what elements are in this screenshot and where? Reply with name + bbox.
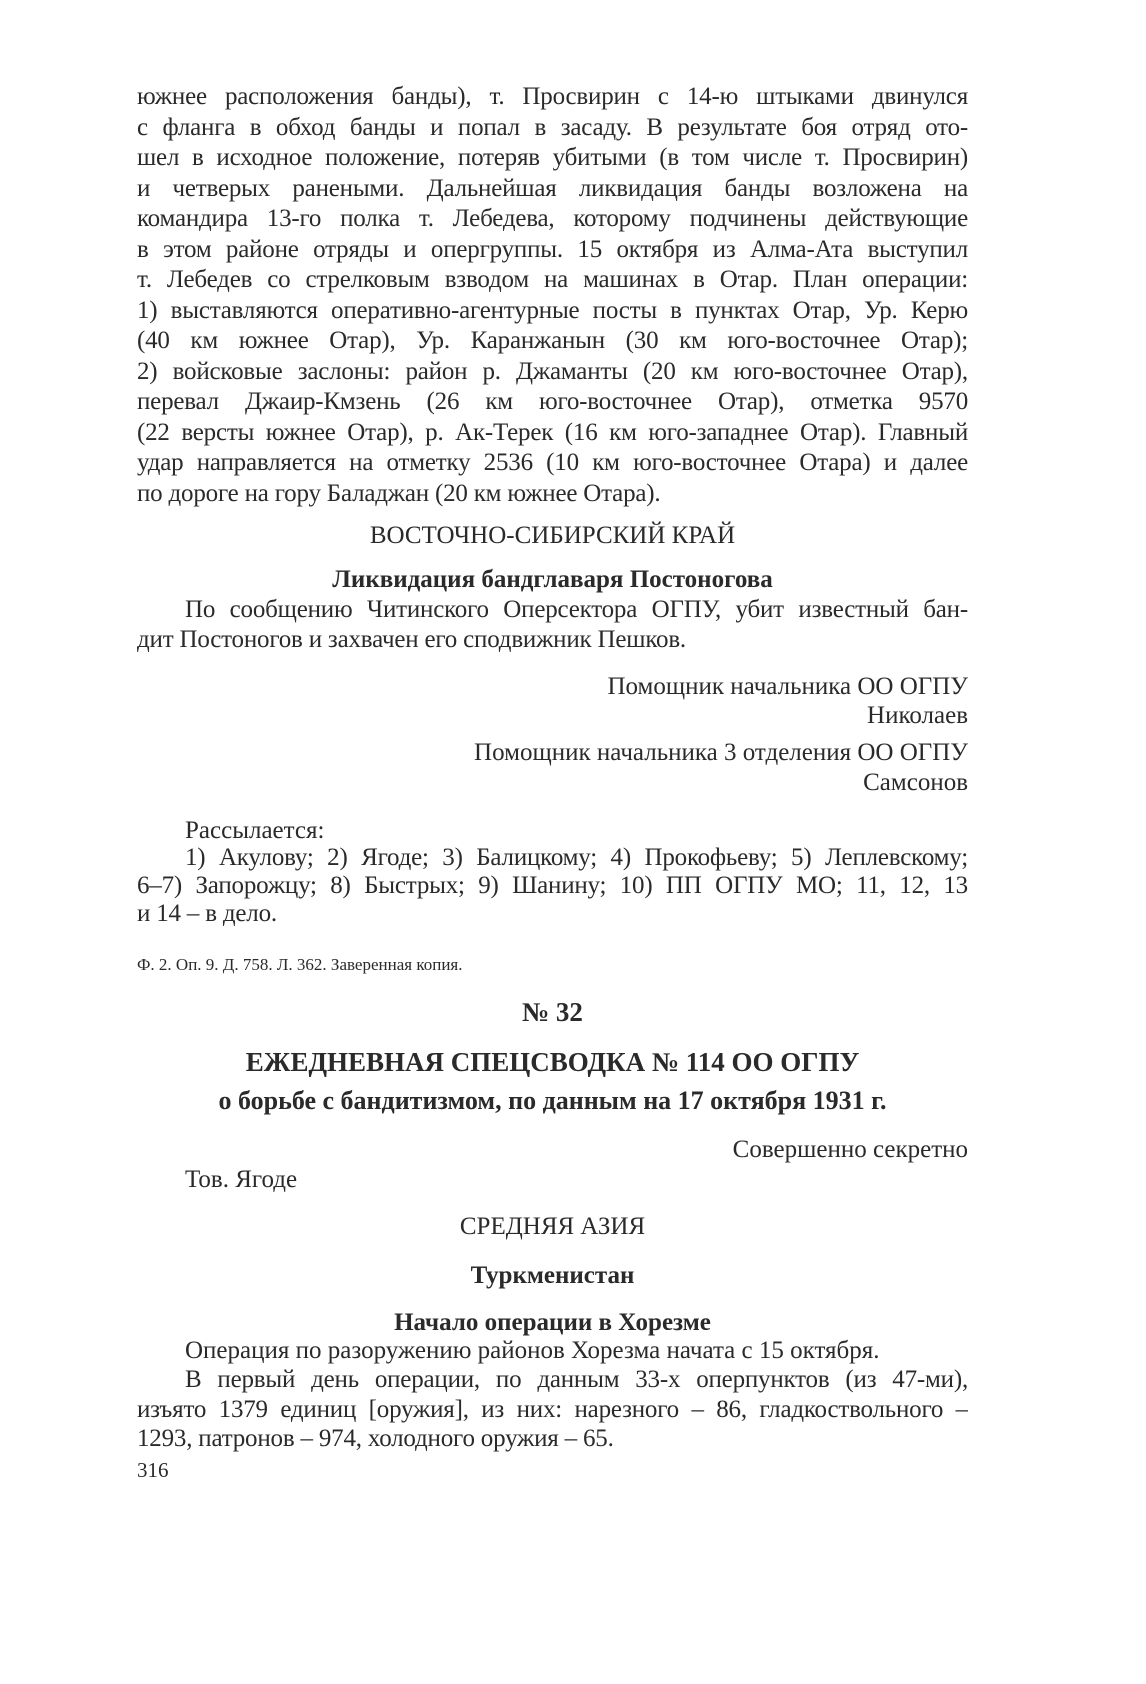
region-heading: СРЕДНЯЯ АЗИЯ xyxy=(459,1213,646,1240)
addressee: Тов. Ягоде xyxy=(185,1166,298,1193)
text-line: (22 версты южнее Отар), р. Ак-Терек (16 км юго-западнее Отар). Главный xyxy=(137,419,968,446)
text-line: с фланга в обход банды и попал в засаду. В результате боя отряд ото- xyxy=(137,114,968,141)
section-heading: Начало операции в Хорезме xyxy=(394,1309,711,1336)
region-heading: ВОСТОЧНО-СИБИРСКИЙ КРАЙ xyxy=(369,522,736,549)
text-line: в этом районе отряды и опергруппы. 15 октября из Алма-Ата выступил xyxy=(137,236,968,263)
text-line: Операция по разоружению районов Хорезма начата с 15 октября. xyxy=(185,1337,880,1364)
distribution-line: 6–7) Запорожцу; 8) Быстрых; 9) Шанину; 10) ПП ОГПУ МО; 11, 12, 13 xyxy=(137,872,968,899)
page-number: 316 xyxy=(137,1458,169,1482)
text-line: 2) войсковые заслоны: район р. Джаманты (20 км юго-восточнее Отар), xyxy=(137,358,968,385)
text-line: командира 13-го полка т. Лебедева, которому подчинены действующие xyxy=(137,205,968,232)
text-line: В первый день операции, по данным 33-х оперпунктов (из 47-ми), xyxy=(185,1366,968,1393)
text-line: перевал Джаир-Кмзень (26 км юго-восточнее Отар), отметка 9570 xyxy=(137,388,968,415)
distribution-label: Рассылается: xyxy=(185,817,325,844)
distribution-line: 1) Акулову; 2) Ягоде; 3) Балицкому; 4) Прокофьеву; 5) Леплевскому; xyxy=(185,844,968,871)
text-line: по дороге на гору Баладжан (20 км южнее Отара). xyxy=(137,480,661,507)
source-note: Ф. 2. Оп. 9. Д. 758. Л. 362. Заверенная копия. xyxy=(137,955,463,974)
document-title: ЕЖЕДНЕВНАЯ СПЕЦСВОДКА № 114 ОО ОГПУ xyxy=(245,1047,860,1077)
text-line: 1) выставляются оперативно-агентурные посты в пунктах Отар, Ур. Керю xyxy=(137,297,968,324)
subregion-heading: Туркменистан xyxy=(470,1262,635,1289)
text-line: шел в исходное положение, потеряв убитыми (в том числе т. Просвирин) xyxy=(137,144,968,171)
text-line: т. Лебедев со стрелковым взводом на машинах в Отар. План операции: xyxy=(137,266,968,293)
signature-name: Николаев xyxy=(867,702,968,729)
text-line: удар направляется на отметку 2536 (10 км юго-восточнее Отара) и далее xyxy=(137,449,968,476)
text-line: По сообщению Читинского Оперсектора ОГПУ, убит известный бан- xyxy=(185,596,968,623)
document-number: № 32 xyxy=(522,997,583,1027)
text-line: и четверых ранеными. Дальнейшая ликвидация банды возложена на xyxy=(137,175,968,202)
distribution-line: и 14 – в дело. xyxy=(137,900,277,927)
document-subtitle: о борьбе с бандитизмом, по данным на 17 октября 1931 г. xyxy=(218,1086,887,1115)
signature-title: Помощник начальника 3 отделения ОО ОГПУ xyxy=(474,739,968,766)
classification: Совершенно секретно xyxy=(732,1136,968,1163)
text-line: дит Постоногов и захвачен его сподвижник Пешков. xyxy=(137,626,686,653)
text-line: 1293, патронов – 974, холодного оружия – 65. xyxy=(137,1425,614,1452)
text-line: южнее расположения банды), т. Просвирин с 14-ю штыками двинулся xyxy=(137,83,968,110)
text-line: (40 км южнее Отар), Ур. Каранжанын (30 км юго-восточнее Отар); xyxy=(137,327,968,354)
section-heading: Ликвидация бандглаваря Постоногова xyxy=(332,566,773,593)
text-line: изъято 1379 единиц [оружия], из них: нарезного – 86, гладкоствольного – xyxy=(137,1396,968,1423)
signature-title: Помощник начальника ОО ОГПУ xyxy=(607,673,968,700)
signature-name: Самсонов xyxy=(863,769,968,796)
